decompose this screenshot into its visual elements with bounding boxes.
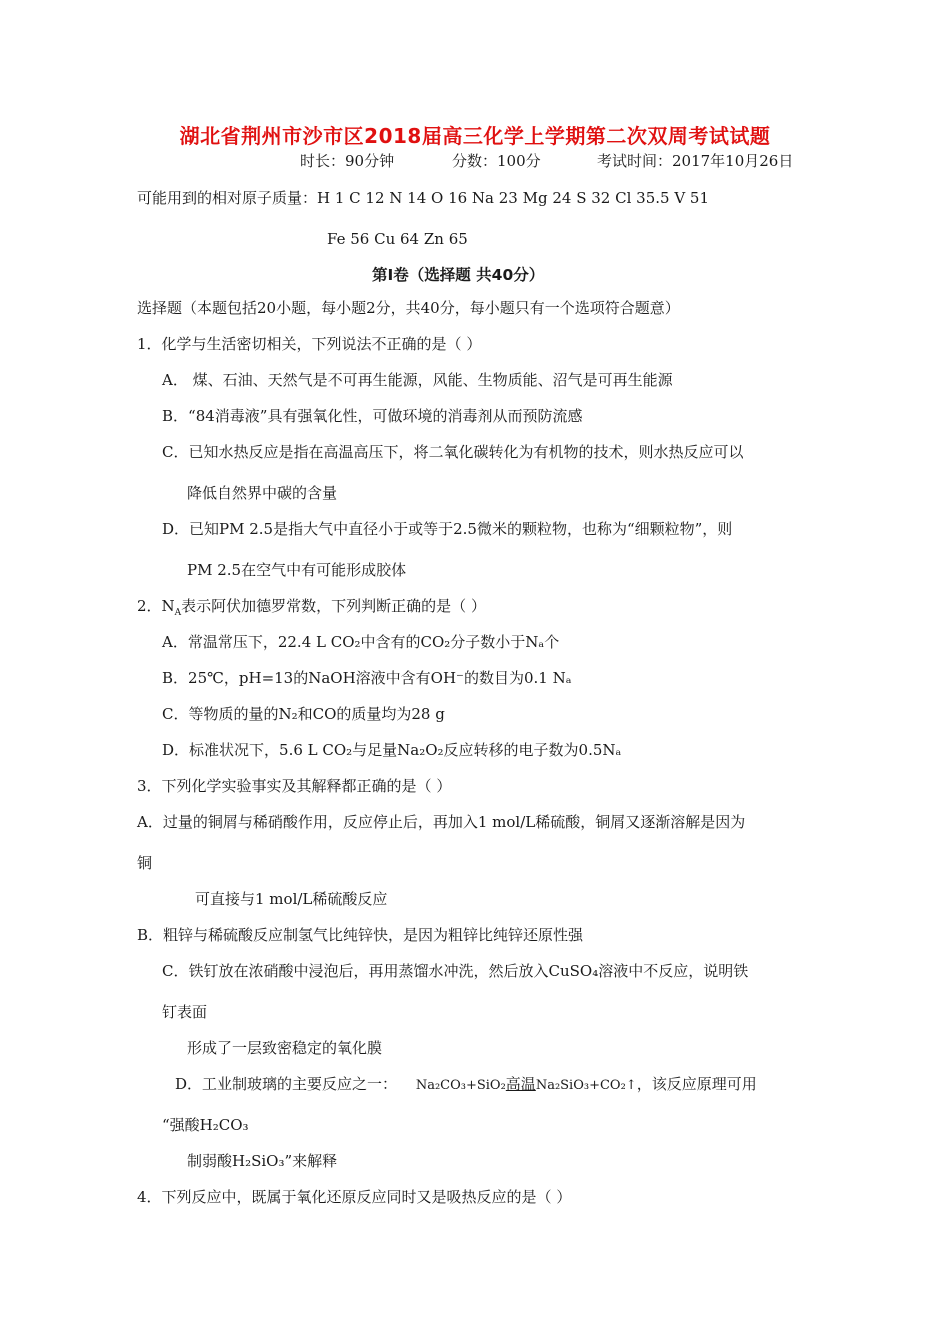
q1-stem: 1．化学与生活密切相关，下列说法不正确的是（ ） (137, 335, 482, 353)
q3-option-d-line2: “强酸H₂CO₃ (162, 1116, 249, 1134)
q1-option-c-line2: 降低自然界中碳的含量 (187, 484, 338, 502)
q3-d-products: Na₂SiO₃+CO₂↑ (535, 1078, 637, 1093)
atomic-masses-line2: Fe 56 Cu 64 Zn 65 (327, 230, 468, 248)
q3-d-suffix: ，该反应原理可用 (636, 1075, 757, 1093)
q2-stem-rest: 表示阿伏加德罗常数，下列判断正确的是（ ） (181, 597, 486, 615)
exam-duration: 时长：90分钟 (300, 152, 395, 170)
q2-stem-na: 2．N (137, 597, 175, 615)
q3-option-c-line1: C．铁钉放在浓硝酸中浸泡后，再用蒸馏水冲洗，然后放入CuSO₄溶液中不反应，说明铁 (162, 962, 749, 980)
q2-option-c: C．等物质的量的N₂和CO的质量均为28 g (162, 705, 445, 723)
q2-option-b: B．25℃，pH=13的NaOH溶液中含有OH⁻的数目为0.1 Nₐ (162, 669, 572, 687)
q3-d-reactants: Na₂CO₃+SiO₂ (415, 1078, 506, 1093)
q3-option-d-line1 (175, 1073, 757, 1097)
q1-option-a: A． 煤、石油、天然气是不可再生能源，风能、生物质能、沼气是可再生能源 (162, 371, 673, 389)
exam-score: 分数：100分 (452, 152, 541, 170)
page-title: 湖北省荆州市沙市区2018届高三化学上学期第二次双周考试试题 (179, 124, 771, 148)
q3-option-c-line3: 形成了一层致密稳定的氧化膜 (187, 1039, 383, 1057)
q1-option-b: B．“84消毒液”具有强氧化性，可做环境的消毒剂从而预防流感 (162, 407, 583, 425)
q2-option-a: A．常温常压下，22.4 L CO₂中含有的CO₂分子数小于Nₐ个 (162, 633, 560, 651)
section-title: 第Ⅰ卷（选择题 共40分） (372, 266, 545, 284)
q3-option-c-line2: 钉表面 (162, 1003, 208, 1021)
q3-stem: 3．下列化学实验事实及其解释都正确的是（ ） (137, 777, 452, 795)
q3-option-a-line3: 可直接与1 mol/L稀硫酸反应 (195, 890, 388, 908)
q3-option-a-line2: 铜 (137, 854, 153, 872)
q4-stem: 4．下列反应中，既属于氧化还原反应同时又是吸热反应的是（ ） (137, 1188, 572, 1206)
q3-option-d-line3: 制弱酸H₂SiO₃”来解释 (187, 1152, 338, 1170)
q1-option-c-line1: C．已知水热反应是指在高温高压下，将二氧化碳转化为有机物的技术，则水热反应可以 (162, 443, 744, 461)
instructions: 选择题（本题包括20小题，每小题2分，共40分，每小题只有一个选项符合题意） (137, 299, 680, 317)
q2-stem (137, 595, 486, 617)
q3-d-prefix: D．工业制玻璃的主要反应之一： (175, 1075, 398, 1093)
q3-d-condition: 高温 (505, 1075, 536, 1093)
q2-option-d: D．标准状况下，5.6 L CO₂与足量Na₂O₂反应转移的电子数为0.5Nₐ (162, 741, 622, 759)
exam-date: 考试时间：2017年10月26日 (597, 152, 794, 170)
q2-stem-sub: A (174, 608, 182, 618)
q1-option-d-line2: PM 2.5在空气中有可能形成胶体 (187, 561, 407, 579)
atomic-masses-line1: 可能用到的相对原子质量：H 1 C 12 N 14 O 16 Na 23 Mg 24 S 32 Cl 35.5 V 51 (137, 189, 710, 207)
q1-option-d-line1: D．已知PM 2.5是指大气中直径小于或等于2.5微米的颗粒物，也称为“细颗粒物”，则 (162, 520, 733, 538)
q3-option-b: B．粗锌与稀硫酸反应制氢气比纯锌快，是因为粗锌比纯锌还原性强 (137, 926, 584, 944)
q3-option-a-line1: A．过量的铜屑与稀硝酸作用，反应停止后，再加入1 mol/L稀硫酸，铜屑又逐渐溶解是因为 (137, 813, 746, 831)
